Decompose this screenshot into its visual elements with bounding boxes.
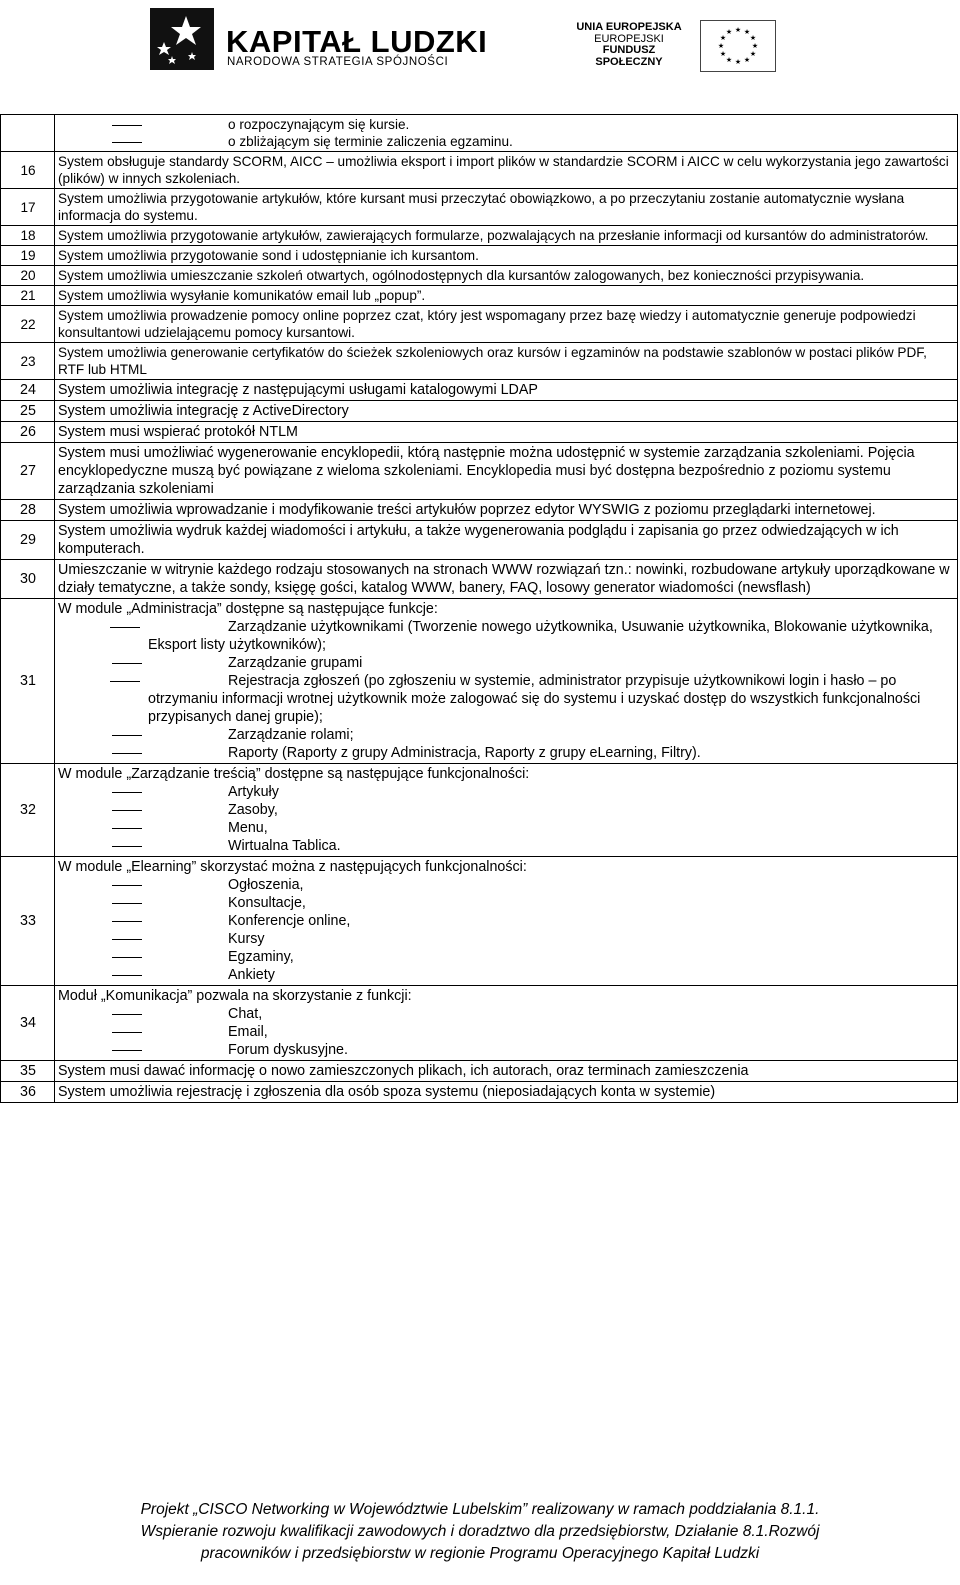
table-row xyxy=(1,115,958,152)
row-number: 28 xyxy=(1,500,55,521)
table-row xyxy=(1,401,958,422)
footer-line: pracowników i przedsiębiorstw w regionie Programu Operacyjnego Kapitał Ludzki xyxy=(200,1545,760,1562)
svg-text:★: ★ xyxy=(743,56,751,64)
row-text: System musi wspierać protokół NTLM xyxy=(55,422,958,443)
row-text xyxy=(55,857,958,986)
row-text: System umożliwia wysyłanie komunikatów email lub „popup”. xyxy=(55,286,958,306)
table-row xyxy=(1,226,958,246)
row-text xyxy=(55,764,958,857)
footer-line: Wspieranie rozwoju kwalifikacji zawodowych i doradztwo dla przedsiębiorstw, Działanie 8.1.Rozwój xyxy=(140,1523,820,1540)
row-number: 18 xyxy=(1,226,55,246)
row-number: 29 xyxy=(1,521,55,560)
table-row xyxy=(1,521,958,560)
row-number: 24 xyxy=(1,380,55,401)
page-footer xyxy=(0,1499,960,1565)
svg-text:★: ★ xyxy=(749,34,757,42)
row-text: System musi dawać informację o nowo zamieszczonych plikach, ich autorach, oraz terminach zamieszczenia xyxy=(55,1061,958,1082)
row-text: System umożliwia prowadzenie pomocy online poprzez czat, który jest wspomagany przez bazę wiedzy i automatycznie generuje podpowiedzi konsultantowi udzielającemu pomocy kursantowi. xyxy=(55,306,958,343)
row-number: 32 xyxy=(1,764,55,857)
list-item: o rozpoczynającym się kursie. xyxy=(58,116,955,133)
row-number: 19 xyxy=(1,246,55,266)
row-number: 30 xyxy=(1,560,55,599)
table-row xyxy=(1,306,958,343)
row-number xyxy=(1,115,55,152)
kl-title: KAPITAŁ LUDZKI xyxy=(226,24,488,59)
row-number: 26 xyxy=(1,422,55,443)
row-text: System umożliwia przygotowanie sond i udostępnianie ich kursantom. xyxy=(55,246,958,266)
list-item: Kursy xyxy=(58,930,955,948)
table-row xyxy=(1,380,958,401)
row-text: System umożliwia integrację z następującymi usługami katalogowymi LDAP xyxy=(55,380,958,401)
list-item: Chat, xyxy=(58,1005,955,1023)
list-item: Zarządzanie użytkownikami (Tworzenie nowego użytkownika, Usuwanie użytkownika, Blokowanie użytkownika, Eksport listy użytkowników); xyxy=(58,618,955,654)
table-row xyxy=(1,599,958,764)
table-row xyxy=(1,1082,958,1103)
eu-text xyxy=(570,22,688,68)
requirements-table xyxy=(0,114,958,1103)
list-item: Zarządzanie grupami xyxy=(58,654,955,672)
list-item: Menu, xyxy=(58,819,955,837)
footer-line: Projekt „CISCO Networking w Województwie Lubelskim” realizowany w ramach poddziałania 8.1.1. xyxy=(140,1501,820,1518)
row-number: 21 xyxy=(1,286,55,306)
table-row xyxy=(1,500,958,521)
table-row xyxy=(1,189,958,226)
svg-text:★: ★ xyxy=(725,56,733,64)
row-text: System umożliwia generowanie certyfikatów do ścieżek szkoleniowych oraz kursów i egzaminów na podstawie szablonów w postaci plików PDF, RTF lub HTML xyxy=(55,343,958,380)
table-row xyxy=(1,286,958,306)
list-intro: W module „Zarządzanie treścią” dostępne są następujące funkcjonalności: xyxy=(58,766,530,782)
row-number: 16 xyxy=(1,152,55,189)
list-item: Email, xyxy=(58,1023,955,1041)
table-row xyxy=(1,857,958,986)
table-row xyxy=(1,764,958,857)
table-row xyxy=(1,266,958,286)
list-item: Ankiety xyxy=(58,966,955,984)
list-item: Rejestracja zgłoszeń (po zgłoszeniu w systemie, administrator przypisuje użytkownikowi login i hasło – po otrzymaniu informacji wrotnej użytkownik może zalogować się do systemu i uzyskać dostęp do wszystkich funkcjonalności przypisanych danej grupie); xyxy=(58,672,955,726)
list-intro: W module „Elearning” skorzystać można z następujących funkcjonalności: xyxy=(58,859,527,875)
row-number: 35 xyxy=(1,1061,55,1082)
svg-text:★: ★ xyxy=(749,50,757,58)
list-item: o zbliżającym się terminie zaliczenia egzaminu. xyxy=(58,133,955,150)
eu-line1: UNIA EUROPEJSKA xyxy=(576,21,682,33)
kl-subtitle: NARODOWA STRATEGIA SPÓJNOŚCI xyxy=(227,56,449,68)
row-number: 34 xyxy=(1,986,55,1061)
row-text: System umożliwia wprowadzanie i modyfikowanie treści artykułów poprzez edytor WYSWIG z poziomu przeglądarki internetowej. xyxy=(55,500,958,521)
star-icon xyxy=(150,8,214,70)
eu-logo xyxy=(570,18,800,76)
kapital-ludzki-logo xyxy=(150,8,488,70)
svg-text:★: ★ xyxy=(719,50,727,58)
list-item: Artykuły xyxy=(58,783,955,801)
table-row xyxy=(1,986,958,1061)
svg-text:★: ★ xyxy=(734,26,742,34)
row-number: 17 xyxy=(1,189,55,226)
list-item: Forum dyskusyjne. xyxy=(58,1041,955,1059)
table-row xyxy=(1,560,958,599)
row-text: Umieszczanie w witrynie każdego rodzaju stosowanych na stronach WWW rozwiązań tzn.: nowinki, rozbudowane artykuły uporządkowane w działy tematyczne, a także sondy, księgę gości, katalog WWW, banery, FAQ, losowy generator wiadomości (newsflash) xyxy=(55,560,958,599)
table-row xyxy=(1,422,958,443)
row-number: 31 xyxy=(1,599,55,764)
list-item: Zarządzanie rolami; xyxy=(58,726,955,744)
row-text: System umożliwia przygotowanie artykułów, zawierających formularze, pozwalających na przesłanie informacji od kursantów do administratorów. xyxy=(55,226,958,246)
row-number: 22 xyxy=(1,306,55,343)
row-text: System umożliwia rejestrację i zgłoszenia dla osób spoza systemu (nieposiadających konta w systemie) xyxy=(55,1082,958,1103)
row-text xyxy=(55,986,958,1061)
list-intro: W module „Administracja” dostępne są następujące funkcje: xyxy=(58,601,438,617)
row-text: System musi umożliwiać wygenerowanie encyklopedii, którą następnie można udostępnić w systemie zarządzania szkoleniami. Pojęcia encyklopedyczne muszą być powiązane z wieloma szkoleniami. Encyklopedia musi być dostępna bezpośrednio z poziomu systemu zarządzania szkoleniami xyxy=(55,443,958,500)
row-number: 27 xyxy=(1,443,55,500)
row-number: 36 xyxy=(1,1082,55,1103)
row-text: System obsługuje standardy SCORM, AICC – umożliwia eksport i import plików w standardzie SCORM i AICC w celu wykorzystania jego zawartości (plików) w innych szkoleniach. xyxy=(55,152,958,189)
row-number: 23 xyxy=(1,343,55,380)
table-row xyxy=(1,343,958,380)
list-intro: Moduł „Komunikacja” pozwala na skorzystanie z funkcji: xyxy=(58,988,412,1004)
row-text: System umożliwia wydruk każdej wiadomości i artykułu, a także wygenerowania podglądu i zapisania go przez odwiedzających w ich komputerach. xyxy=(55,521,958,560)
svg-text:★: ★ xyxy=(734,58,742,66)
list-item: Egzaminy, xyxy=(58,948,955,966)
table-row xyxy=(1,246,958,266)
svg-text:★: ★ xyxy=(719,34,727,42)
row-text xyxy=(55,599,958,764)
list-item: Wirtualna Tablica. xyxy=(58,837,955,855)
svg-text:★: ★ xyxy=(743,28,751,36)
list-item: Raporty (Raporty z grupy Administracja, Raporty z grupy eLearning, Filtry). xyxy=(58,744,955,762)
svg-text:★: ★ xyxy=(725,28,733,36)
table-row xyxy=(1,152,958,189)
list-item: Zasoby, xyxy=(58,801,955,819)
svg-text:★: ★ xyxy=(751,42,759,50)
eu-line2: EUROPEJSKI xyxy=(594,32,664,45)
row-number: 33 xyxy=(1,857,55,986)
row-text: System umożliwia umieszczanie szkoleń otwartych, ogólnodostępnych dla kursantów zalogowanych, bez konieczności przypisywania. xyxy=(55,266,958,286)
list-item: Konsultacje, xyxy=(58,894,955,912)
page-header xyxy=(0,0,960,100)
row-text xyxy=(55,115,958,152)
eu-line3: FUNDUSZ SPOŁECZNY xyxy=(595,44,663,68)
table-row xyxy=(1,443,958,500)
row-text: System umożliwia integrację z ActiveDirectory xyxy=(55,401,958,422)
eu-flag-icon xyxy=(700,20,776,72)
svg-text:★: ★ xyxy=(717,42,725,50)
list-item: Ogłoszenia, xyxy=(58,876,955,894)
table-row xyxy=(1,1061,958,1082)
row-number: 25 xyxy=(1,401,55,422)
list-item: Konferencje online, xyxy=(58,912,955,930)
row-number: 20 xyxy=(1,266,55,286)
row-text: System umożliwia przygotowanie artykułów, które kursant musi przeczytać obowiązkowo, a po przeczytaniu zostanie automatycznie wysłana informacja do systemu. xyxy=(55,189,958,226)
